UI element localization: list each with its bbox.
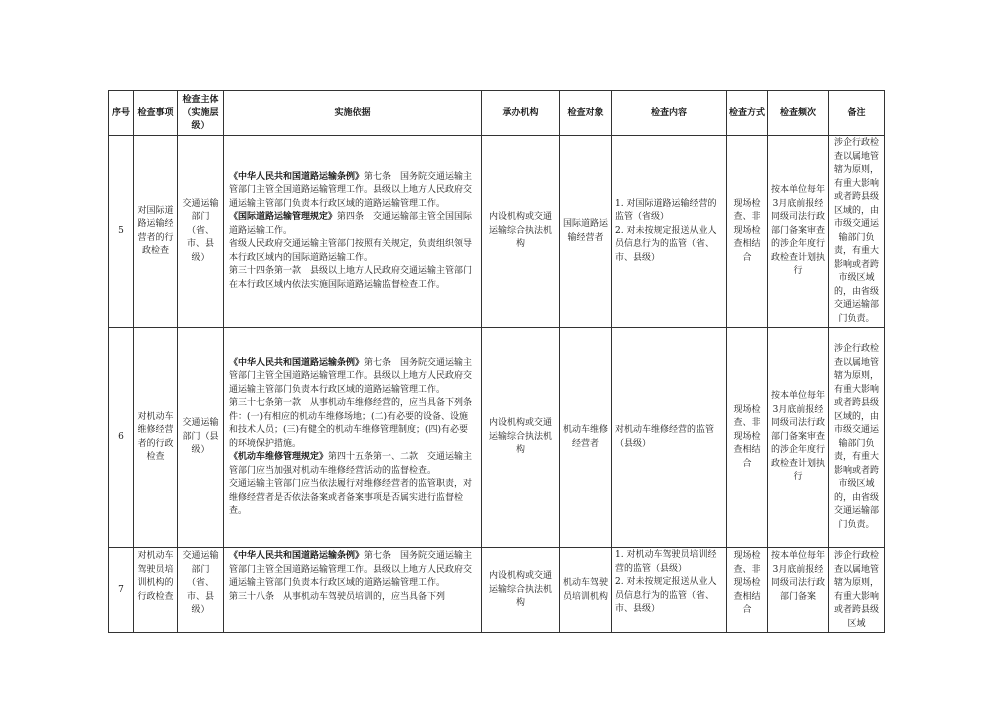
cell-freq: 按本单位每年3月底前报经同级司法行政部门备案 <box>768 548 829 633</box>
basis-paragraph <box>229 171 476 212</box>
content-line: 1. 对国际道路运输经营的监管（省级） <box>615 198 717 223</box>
basis-paragraph <box>229 397 476 451</box>
cell-method: 现场检查、非现场检查相结合 <box>727 548 768 633</box>
content-line: 对机动车维修经营的监管（县级） <box>615 425 715 449</box>
cell-target: 机动车驾驶员培训机构 <box>560 548 612 633</box>
cell-seq: 5 <box>109 136 134 328</box>
header-item: 检查事项 <box>134 91 178 136</box>
basis-text: 第三十八条 从事机动车驾驶员培训的，应当具备下列 <box>229 591 446 602</box>
header-content: 检查内容 <box>612 91 727 136</box>
cell-basis <box>224 136 482 328</box>
cell-freq: 按本单位每年3月底前报经同级司法行政部门备案审查的涉企年度行政检查计划执行 <box>768 136 829 328</box>
header-method: 检查方式 <box>727 91 768 136</box>
header-freq: 检查频次 <box>768 91 829 136</box>
cell-target: 机动车维修经营者 <box>560 328 612 548</box>
regulation-title: 《国际道路运输管理规定》 <box>229 212 338 223</box>
cell-basis <box>224 328 482 548</box>
content-line: 2. 对未按规定报送从业人员信息行为的监管（省、市、县级） <box>615 577 717 614</box>
cell-item: 对机动车驾驶员培训机构的行政检查 <box>134 548 178 633</box>
basis-text: 第四十五条第一、二款 交通运输主管部门应当加强对机动车维修经营活动的监督检查。 <box>229 452 473 476</box>
cell-basis <box>224 548 482 633</box>
cell-content <box>612 136 727 328</box>
regulation-title: 《中华人民共和国道路运输条例》 <box>229 551 365 561</box>
cell-subject: 交通运输部门（省、市、县级） <box>178 136 224 328</box>
cell-method: 现场检查、非现场检查相结合 <box>727 328 768 548</box>
table-row <box>109 328 885 548</box>
cell-agency: 内设机构或交通运输综合执法机构 <box>482 328 560 548</box>
regulation-title: 《机动车维修管理规定》 <box>229 452 329 462</box>
basis-paragraph <box>229 451 476 478</box>
basis-paragraph <box>229 238 476 265</box>
header-note: 备注 <box>829 91 885 136</box>
cell-subject: 交通运输部门（县级） <box>178 328 224 548</box>
basis-paragraph <box>229 478 476 519</box>
inspection-table <box>108 90 885 633</box>
header-target: 检查对象 <box>560 91 612 136</box>
document-page <box>108 90 884 629</box>
cell-seq: 7 <box>109 548 134 633</box>
cell-note: 涉企行政检查以属地管辖为原则，有重大影响或者跨县级区域的，由市级交通运输部门负责，有重大影响或者跨市级区域的，由省级交通运输部门负责。 <box>829 328 885 548</box>
cell-content <box>612 548 727 633</box>
cell-agency: 内设机构或交通运输综合执法机构 <box>482 548 560 633</box>
basis-text: 第七条 国务院交通运输主管部门主管全国道路运输管理工作。县级以上地方人民政府交通运输主管部门负责本行政区域的道路运输管理工作。 <box>229 357 473 395</box>
cell-subject: 交通运输部门（省、市、县级） <box>178 548 224 633</box>
cell-seq: 6 <box>109 328 134 548</box>
table-row <box>109 548 885 633</box>
regulation-title: 《中华人民共和国道路运输条例》 <box>229 357 365 368</box>
cell-method: 现场检查、非现场检查相结合 <box>727 136 768 328</box>
basis-paragraph <box>229 357 476 398</box>
basis-text: 第四条 交通运输部主管全国国际道路运输工作。 <box>229 212 473 236</box>
cell-item: 对机动车维修经营者的行政检查 <box>134 328 178 548</box>
cell-note: 涉企行政检查以属地管辖为原则，有重大影响或者跨县级区域 <box>829 548 885 633</box>
basis-paragraph <box>229 550 476 591</box>
header-seq: 序号 <box>109 91 134 136</box>
cell-note: 涉企行政检查以属地管辖为原则，有重大影响或者跨县级区域的，由市级交通运输部门负责，有重大影响或者跨市级区域的，由省级交通运输部门负责。 <box>829 136 885 328</box>
header-basis: 实施依据 <box>224 91 482 136</box>
content-line: 1. 对机动车驾驶员培训经营的监管（县级） <box>615 550 717 574</box>
table-row <box>109 136 885 328</box>
basis-paragraph <box>229 265 476 292</box>
cell-content <box>612 328 727 548</box>
regulation-title: 《中华人民共和国道路运输条例》 <box>229 171 365 182</box>
cell-target: 国际道路运输经营者 <box>560 136 612 328</box>
basis-text: 省级人民政府交通运输主管部门按照有关规定，负责组织领导本行政区域内的国际道路运输工作。 <box>229 239 473 263</box>
table-header <box>109 91 885 136</box>
basis-text: 第七条 国务院交通运输主管部门主管全国道路运输管理工作。县级以上地方人民政府交通运输主管部门负责本行政区域的道路运输管理工作。 <box>229 551 473 588</box>
basis-text: 第三十七条第一款 从事机动车维修经营的，应当具备下列条件：(一)有相应的机动车维修场地；(二)有必要的设备、设施和技术人员；(三)有健全的机动车维修管理制度；(四)有必要的环境保护措施。 <box>229 398 473 449</box>
basis-text: 第七条 国务院交通运输主管部门主管全国道路运输管理工作。县级以上地方人民政府交通运输主管部门负责本行政区域的道路运输管理工作。 <box>229 171 473 209</box>
header-agency: 承办机构 <box>482 91 560 136</box>
cell-agency: 内设机构或交通运输综合执法机构 <box>482 136 560 328</box>
basis-text: 交通运输主管部门应当依法履行对维修经营者的监管职责，对维修经营者是否依法备案或者备案事项是否属实进行监督检查。 <box>229 479 473 516</box>
basis-text: 第三十四条第一款 县级以上地方人民政府交通运输主管部门在本行政区域内依法实施国际道路运输监督检查工作。 <box>229 266 473 290</box>
header-subject: 检查主体（实施层级） <box>178 91 224 136</box>
basis-paragraph <box>229 591 476 605</box>
cell-freq: 按本单位每年3月底前报经同级司法行政部门备案审查的涉企年度行政检查计划执行 <box>768 328 829 548</box>
content-line: 2. 对未按规定报送从业人员信息行为的监管（省、市、县级） <box>615 225 717 263</box>
cell-item: 对国际道路运输经营者的行政检查 <box>134 136 178 328</box>
basis-paragraph <box>229 211 476 238</box>
